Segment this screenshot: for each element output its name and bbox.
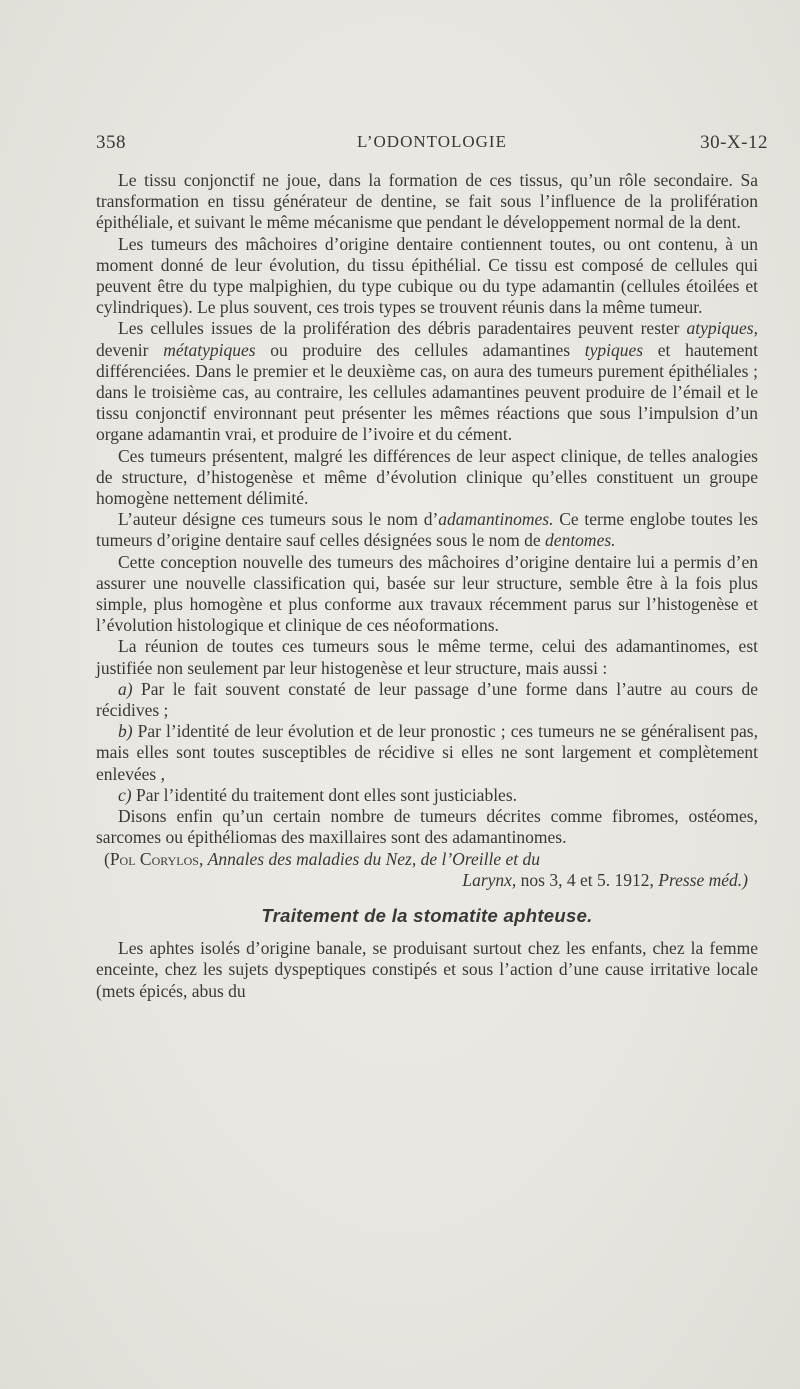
emphasis: atypiques, [686,318,758,339]
text: L’auteur désigne ces tumeurs sous le nom d’ [118,509,439,530]
ref-presse: Presse méd.) [658,869,748,890]
list-text: Par l’identité de leur évolution et de leur pronostic ; ces tumeurs ne se généralisent pas, mais elles sont toutes susceptibles de récidive si elles ne sont largement et complètement enlevées , [96,721,758,784]
article-body [96,170,758,1002]
text: ou produire des cellules adamantines [255,339,585,360]
issue-date: 30-X-12 [700,132,768,153]
emphasis: adamantinomes. [438,509,554,530]
ref-journal: Annales des maladies du Nez, de l’Oreille et du [207,848,540,869]
text: et hautement différenciées. Dans le premier et le deuxième cas, on aura des tumeurs purement épithéliales ; dans le troisième cas, au contraire, les cellules adamantines peuvent produire de l’émail et le tissu conjonctif environnant peut présenter les mêmes réactions que sous l’impulsion d’un organe adamantin vrai, et produire de l’ivoire et du cément. [96,339,758,445]
paragraph: Les aphtes isolés d’origine banale, se produisant surtout chez les enfants, chez la femme enceinte, chez les sujets dyspeptiques constipés et sous l’action d’une cause irritative locale (mets épicés, abus du [96,938,758,1001]
list-item [96,785,758,806]
ref-issues: nos 3, 4 et 5. 1912, [516,869,654,890]
paragraph: Disons enfin qu’un certain nombre de tumeurs décrites comme fibromes, ostéomes, sarcomes ou épithéliomas des maxillaires sont des adamantinomes. [96,806,758,848]
paragraph: Le tissu conjonctif ne joue, dans la formation de ces tissus, qu’un rôle secondaire. Sa transformation en tissu générateur de dentine, se fait sous l’influence de la prolifération épithéliale, et suivant le même mécanisme que pendant le développement normal de la dent. [96,170,758,233]
ref-line-2 [104,870,758,891]
list-text: Par le fait souvent constaté de leur passage d’une forme dans l’autre au cours de récidives ; [96,678,758,721]
paragraph: Les tumeurs des mâchoires d’origine dentaire contiennent toutes, ou ont contenu, à un moment donné de leur évolution, du tissu épithélial. Ce tissu est composé de cellules qui peuvent être du type malpighien, du type cubique ou du type adamantin (cellules étoilées et cylindriques). Le plus souvent, ces trois types se trouvent réunis dans la même tumeur. [96,233,758,318]
list-text: Par l’identité du traitement dont elles sont justiciables. [131,784,518,805]
ref-journal-cont: Larynx, [462,869,517,890]
paragraph [96,318,758,445]
section-heading: Traitement de la stomatite aphteuse. [261,904,593,926]
emphasis: dentomes. [545,530,616,551]
page-number: 358 [96,132,126,153]
journal-title: L’ODONTOLOGIE [357,132,507,151]
paragraph: Cette conception nouvelle des tumeurs des mâchoires d’origine dentaire lui a permis d’en assurer une nouvelle classification qui, basée sur leur structure, semble être à la fois plus simple, plus homogène et plus conforme aux travaux récemment parus sur l’histogenèse et l’évolution histologique et clinique de ces néoformations. [96,551,758,636]
list-marker: b) [118,721,133,742]
emphasis: métatypiques [163,339,256,360]
list-item [96,721,758,785]
ref-open: ( [104,848,110,869]
paragraph: Ces tumeurs présentent, malgré les différences de leur aspect clinique, de telles analogies de structure, d’histogenèse et même d’évolution clinique qu’elles constituent un groupe homogène nettement délimité. [96,445,758,509]
text: Les cellules issues de la prolifération des débris paradentaires peuvent rester [118,318,687,339]
emphasis: typiques [584,339,644,360]
list-item [96,679,758,721]
text: devenir [96,339,164,360]
paragraph [96,509,758,551]
list-marker: c) [118,784,132,805]
reference [96,849,758,891]
running-header [96,132,768,160]
list-marker: a) [118,678,133,699]
ref-author: Pol Corylos, [109,848,204,869]
paragraph: La réunion de toutes ces tumeurs sous le même terme, celui des adamantinomes, est justifiée non seulement par leur histogenèse et leur structure, mais aussi : [96,636,758,678]
text: Ce terme englobe toutes les tumeurs d’origine dentaire sauf celles désignées sous le nom de [96,509,758,551]
